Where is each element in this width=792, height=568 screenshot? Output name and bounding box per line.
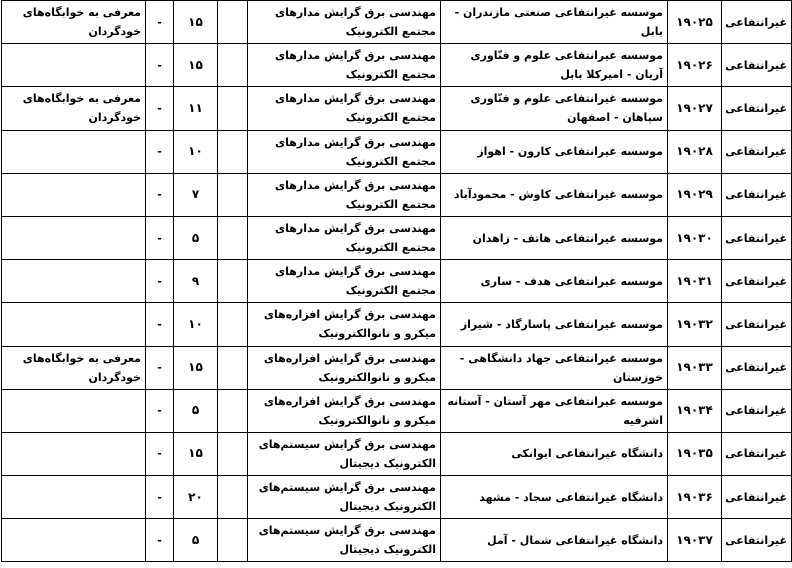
capacity-cell: ۱۵ (174, 44, 218, 87)
note-cell (2, 260, 146, 303)
dash-cell: - (146, 87, 174, 130)
capacity-cell: ۱۰ (174, 130, 218, 173)
field-of-study-cell: مهندسی برق گرایش افزاره‌های میکرو و نانوالکترونیک (248, 303, 441, 346)
institution-cell: دانشگاه غیرانتفاعی شمال - آمل (441, 519, 668, 562)
empty-cell (218, 432, 248, 475)
program-code-cell: ۱۹۰۳۰ (668, 216, 722, 259)
field-of-study-cell: مهندسی برق گرایش سیستم‌های الکترونیک دیجیتال (248, 476, 441, 519)
empty-cell (218, 130, 248, 173)
table-row (2, 303, 792, 346)
dash-cell: - (146, 476, 174, 519)
university-type-cell: غیرانتفاعی (722, 519, 792, 562)
note-cell (2, 173, 146, 216)
dash-cell: - (146, 303, 174, 346)
institution-cell: دانشگاه غیرانتفاعی سجاد - مشهد (441, 476, 668, 519)
table-row (2, 44, 792, 87)
capacity-cell: ۵ (174, 389, 218, 432)
dash-cell: - (146, 519, 174, 562)
field-of-study-cell: مهندسی برق گرایش مدارهای مجتمع الکترونیک (248, 173, 441, 216)
table-row (2, 1, 792, 44)
table-body (2, 1, 792, 562)
note-cell (2, 44, 146, 87)
program-code-cell: ۱۹۰۲۷ (668, 87, 722, 130)
capacity-cell: ۱۰ (174, 303, 218, 346)
dash-cell: - (146, 260, 174, 303)
program-code-cell: ۱۹۰۳۱ (668, 260, 722, 303)
note-cell (2, 389, 146, 432)
capacity-cell: ۱۵ (174, 432, 218, 475)
empty-cell (218, 346, 248, 389)
table-row (2, 432, 792, 475)
field-of-study-cell: مهندسی برق گرایش افزاره‌های میکرو و نانوالکترونیک (248, 389, 441, 432)
field-of-study-cell: مهندسی برق گرایش مدارهای مجتمع الکترونیک (248, 260, 441, 303)
empty-cell (218, 260, 248, 303)
institution-cell: موسسه غیرانتفاعی هدف - ساری (441, 260, 668, 303)
university-type-cell: غیرانتفاعی (722, 130, 792, 173)
university-type-cell: غیرانتفاعی (722, 260, 792, 303)
table-row (2, 389, 792, 432)
empty-cell (218, 216, 248, 259)
program-code-cell: ۱۹۰۳۵ (668, 432, 722, 475)
note-cell (2, 476, 146, 519)
dash-cell: - (146, 216, 174, 259)
institution-cell: موسسه غیرانتفاعی کارون - اهواز (441, 130, 668, 173)
empty-cell (218, 1, 248, 44)
institution-cell: موسسه غیرانتفاعی کاوش - محمودآباد (441, 173, 668, 216)
empty-cell (218, 476, 248, 519)
university-type-cell: غیرانتفاعی (722, 476, 792, 519)
field-of-study-cell: مهندسی برق گرایش سیستم‌های الکترونیک دیجیتال (248, 432, 441, 475)
capacity-cell: ۷ (174, 173, 218, 216)
program-code-cell: ۱۹۰۲۸ (668, 130, 722, 173)
note-cell (2, 216, 146, 259)
empty-cell (218, 519, 248, 562)
empty-cell (218, 44, 248, 87)
table-row (2, 260, 792, 303)
table-row (2, 87, 792, 130)
dash-cell: - (146, 389, 174, 432)
dash-cell: - (146, 1, 174, 44)
capacity-cell: ۵ (174, 216, 218, 259)
dash-cell: - (146, 432, 174, 475)
university-type-cell: غیرانتفاعی (722, 1, 792, 44)
admissions-table (1, 0, 792, 562)
university-type-cell: غیرانتفاعی (722, 216, 792, 259)
university-type-cell: غیرانتفاعی (722, 44, 792, 87)
dash-cell: - (146, 173, 174, 216)
university-type-cell: غیرانتفاعی (722, 87, 792, 130)
institution-cell: موسسه غیرانتفاعی هاتف - زاهدان (441, 216, 668, 259)
capacity-cell: ۱۵ (174, 346, 218, 389)
field-of-study-cell: مهندسی برق گرایش مدارهای مجتمع الکترونیک (248, 44, 441, 87)
institution-cell: موسسه غیرانتفاعی جهاد دانشگاهی - خوزستان (441, 346, 668, 389)
institution-cell: موسسه غیرانتفاعی علوم و فنّاوری آریان - امیرکلا بابل (441, 44, 668, 87)
field-of-study-cell: مهندسی برق گرایش مدارهای مجتمع الکترونیک (248, 87, 441, 130)
table-row (2, 519, 792, 562)
note-cell: معرفی به خوابگاه‌های خودگردان (2, 1, 146, 44)
program-code-cell: ۱۹۰۲۵ (668, 1, 722, 44)
capacity-cell: ۲۰ (174, 476, 218, 519)
institution-cell: موسسه غیرانتفاعی علوم و فنّاوری سپاهان - اصفهان (441, 87, 668, 130)
note-cell: معرفی به خوابگاه‌های خودگردان (2, 87, 146, 130)
note-cell (2, 303, 146, 346)
capacity-cell: ۵ (174, 519, 218, 562)
table-row (2, 173, 792, 216)
program-code-cell: ۱۹۰۲۶ (668, 44, 722, 87)
note-cell (2, 432, 146, 475)
field-of-study-cell: مهندسی برق گرایش افزاره‌های میکرو و نانوالکترونیک (248, 346, 441, 389)
table-row (2, 346, 792, 389)
empty-cell (218, 389, 248, 432)
university-type-cell: غیرانتفاعی (722, 389, 792, 432)
table-row (2, 476, 792, 519)
capacity-cell: ۹ (174, 260, 218, 303)
program-code-cell: ۱۹۰۲۹ (668, 173, 722, 216)
dash-cell: - (146, 346, 174, 389)
program-code-cell: ۱۹۰۳۶ (668, 476, 722, 519)
institution-cell: دانشگاه غیرانتفاعی ایوانکی (441, 432, 668, 475)
capacity-cell: ۱۵ (174, 1, 218, 44)
institution-cell: موسسه غیرانتفاعی صنعتی مازندران - بابل (441, 1, 668, 44)
dash-cell: - (146, 130, 174, 173)
capacity-cell: ۱۱ (174, 87, 218, 130)
table-row (2, 216, 792, 259)
table-row (2, 130, 792, 173)
program-code-cell: ۱۹۰۳۷ (668, 519, 722, 562)
field-of-study-cell: مهندسی برق گرایش مدارهای مجتمع الکترونیک (248, 216, 441, 259)
university-type-cell: غیرانتفاعی (722, 346, 792, 389)
empty-cell (218, 87, 248, 130)
university-type-cell: غیرانتفاعی (722, 173, 792, 216)
program-code-cell: ۱۹۰۳۴ (668, 389, 722, 432)
field-of-study-cell: مهندسی برق گرایش مدارهای مجتمع الکترونیک (248, 1, 441, 44)
note-cell (2, 519, 146, 562)
field-of-study-cell: مهندسی برق گرایش سیستم‌های الکترونیک دیجیتال (248, 519, 441, 562)
institution-cell: موسسه غیرانتفاعی مهر آستان - آستانه اشرفیه (441, 389, 668, 432)
institution-cell: موسسه غیرانتفاعی پاسارگاد - شیراز (441, 303, 668, 346)
university-type-cell: غیرانتفاعی (722, 303, 792, 346)
empty-cell (218, 173, 248, 216)
field-of-study-cell: مهندسی برق گرایش مدارهای مجتمع الکترونیک (248, 130, 441, 173)
dash-cell: - (146, 44, 174, 87)
empty-cell (218, 303, 248, 346)
program-code-cell: ۱۹۰۳۲ (668, 303, 722, 346)
program-code-cell: ۱۹۰۳۳ (668, 346, 722, 389)
note-cell (2, 130, 146, 173)
university-type-cell: غیرانتفاعی (722, 432, 792, 475)
note-cell: معرفی به خوابگاه‌های خودگردان (2, 346, 146, 389)
